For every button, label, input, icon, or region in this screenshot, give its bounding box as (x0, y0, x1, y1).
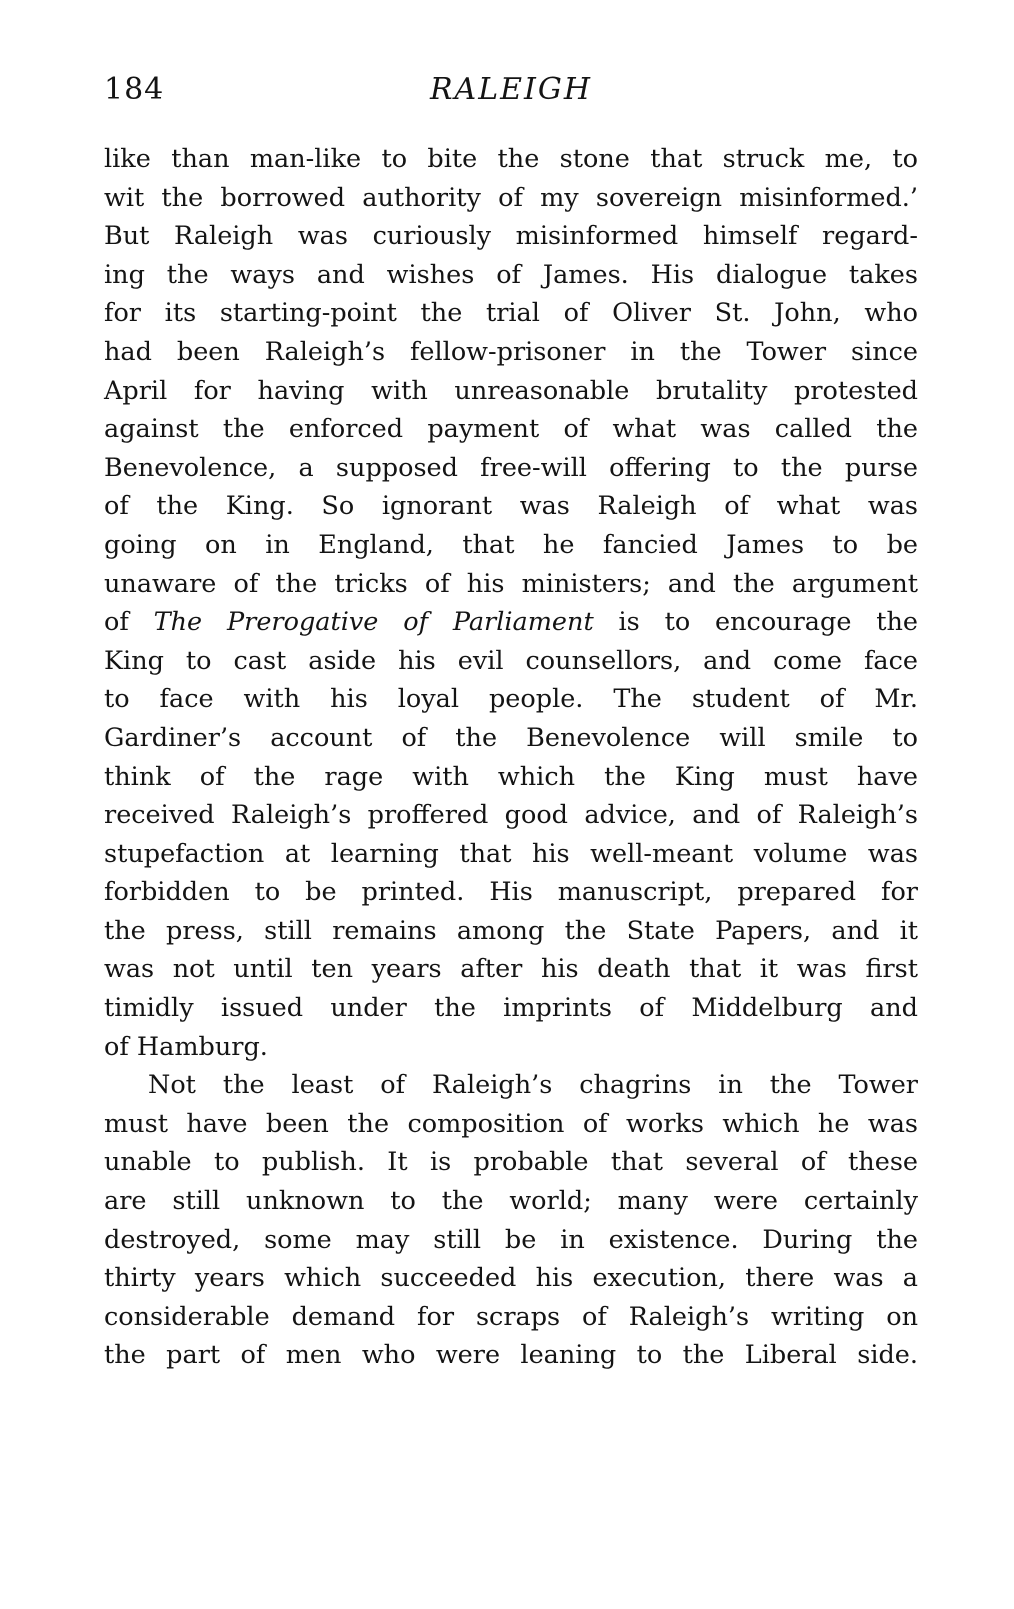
text-line: unable to publish. It is probable that several of these (104, 1147, 918, 1178)
text-line: King to cast aside his evil counsellors, and come face (104, 645, 918, 676)
text-line: had been Raleigh’s fellow-prisoner in the Tower since (104, 336, 918, 367)
text-line: think of the rage with which the King must have (104, 761, 918, 792)
text-line: April for having with unreasonable brutality protested (104, 375, 918, 406)
text-line: against the enforced payment of what was called the (104, 414, 918, 445)
text-line: was not until ten years after his death that it was first (104, 954, 918, 985)
text-line: the press, still remains among the State Papers, and it (104, 915, 918, 946)
text-line: for its starting-point the trial of Oliver St. John, who (104, 298, 918, 329)
body-text (104, 140, 918, 1375)
text-line: received Raleigh’s proffered good advice, and of Raleigh’s (104, 800, 918, 831)
text-line: Benevolence, a supposed free-will offering to the purse (104, 452, 918, 483)
text-line: ing the ways and wishes of James. His dialogue takes (104, 259, 918, 290)
text-line: Gardiner’s account of the Benevolence will smile to (104, 722, 918, 753)
text-line: must have been the composition of works which he was (104, 1108, 918, 1139)
text-line: to face with his loyal people. The student of Mr. (104, 684, 918, 715)
text-line: of Hamburg. (104, 1031, 268, 1062)
text-line: of the King. So ignorant was Raleigh of what was (104, 491, 918, 522)
page-number: 184 (104, 72, 165, 107)
running-head: RALEIGH (429, 72, 593, 107)
text-line: destroyed, some may still be in existence. During the (104, 1224, 918, 1255)
text-line: like than man-like to bite the stone that struck me, to (104, 144, 918, 174)
text-line: unaware of the tricks of his ministers; and the argument (104, 568, 918, 599)
text-line: timidly issued under the imprints of Middelburg and (104, 993, 918, 1024)
text-line: the part of men who were leaning to the Liberal side. (104, 1340, 918, 1371)
paragraph-2 (104, 1066, 918, 1375)
text-line: Not the least of Raleigh’s chagrins in the Tower (148, 1070, 918, 1101)
text-line: going on in England, that he fancied James to be (104, 529, 918, 560)
text-line: stupefaction at learning that his well-meant volume was (104, 838, 918, 869)
text-line-with-title (104, 603, 918, 642)
text-line: thirty years which succeeded his execution, there was a (104, 1263, 918, 1294)
text-line: forbidden to be printed. His manuscript, prepared for (104, 877, 918, 908)
text-line: wit the borrowed authority of my sovereign misinformed.’ (104, 182, 918, 213)
text-fragment: of (104, 607, 154, 638)
text-line: considerable demand for scraps of Raleigh’s writing on (104, 1301, 918, 1332)
book-title: The Prerogative of Parliament (153, 607, 594, 638)
text-line: But Raleigh was curiously misinformed himself regard- (104, 221, 918, 252)
page-header (104, 72, 918, 112)
paragraph-1 (104, 140, 918, 1066)
text-fragment: is to encourage the (593, 607, 918, 638)
text-line: are still unknown to the world; many were certainly (104, 1186, 918, 1217)
